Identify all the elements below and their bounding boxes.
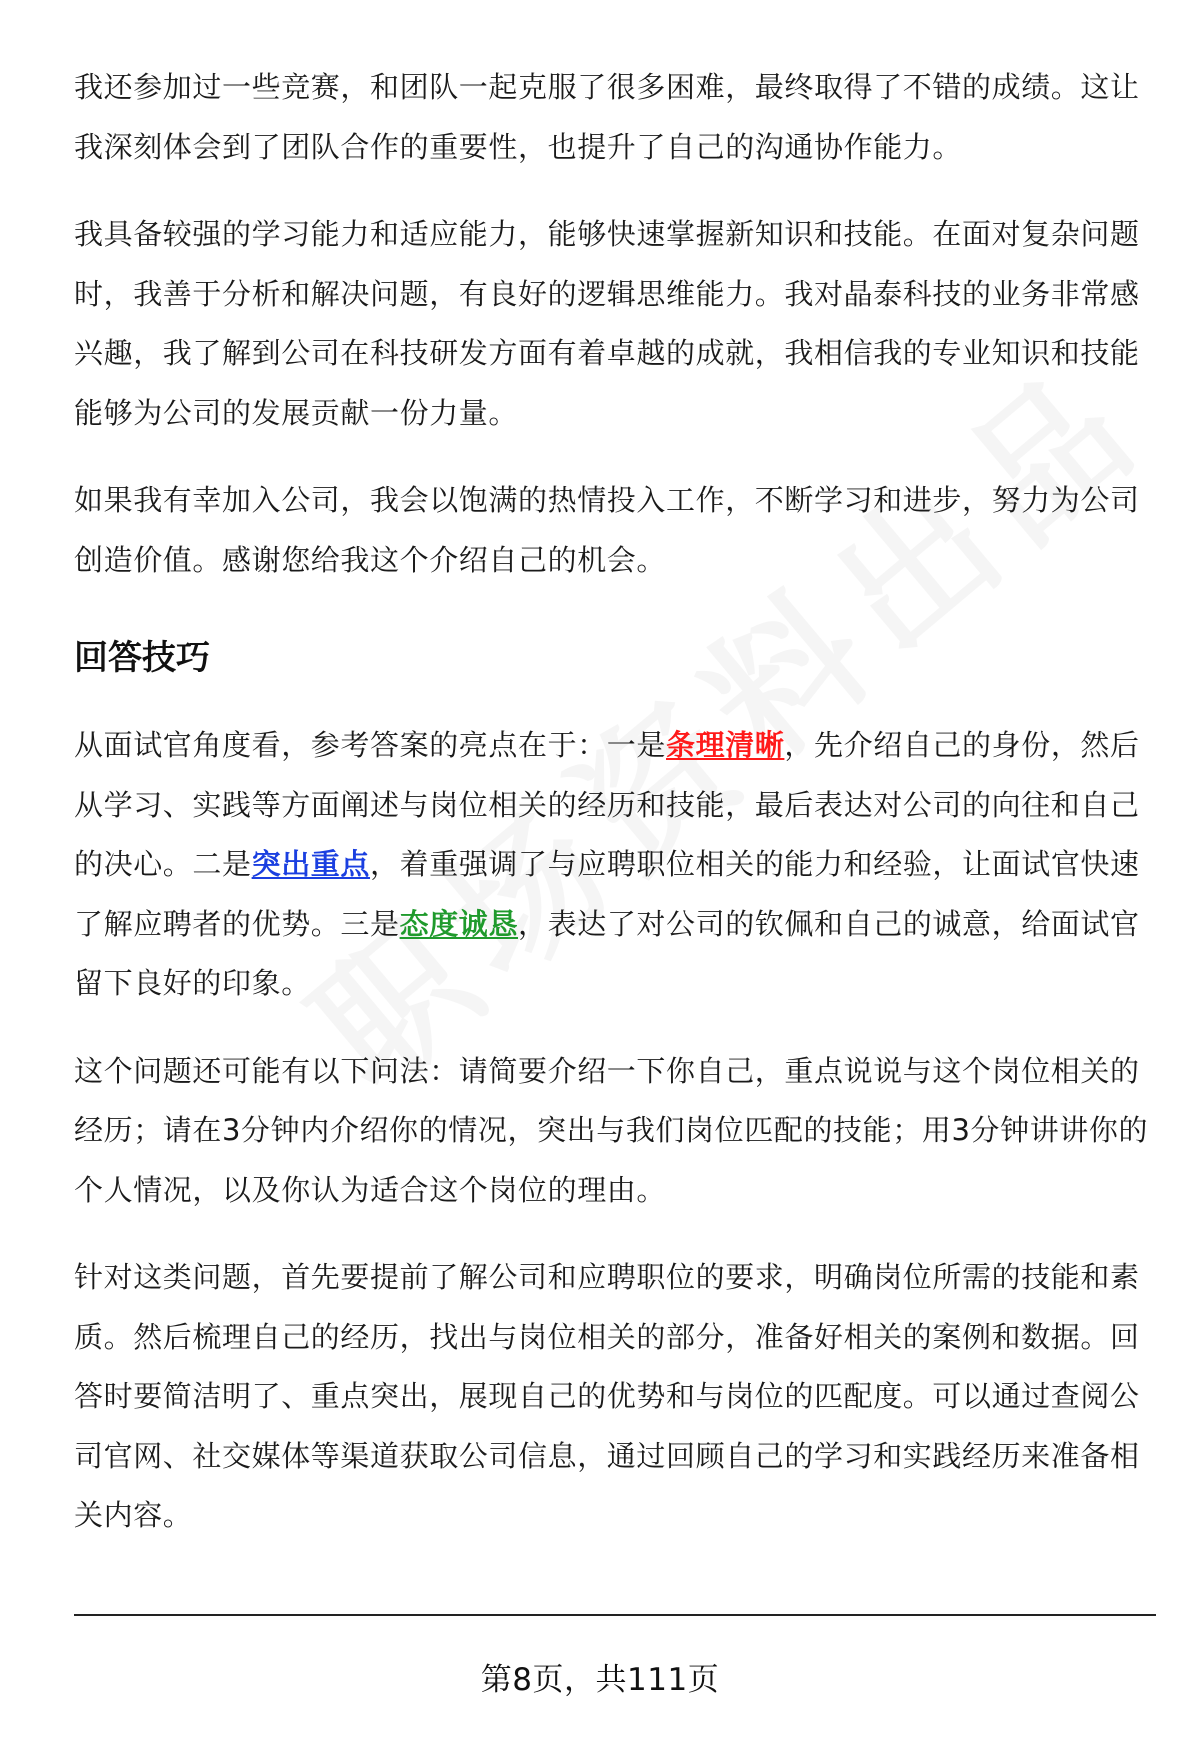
footer-divider (74, 1614, 1156, 1616)
tips-paragraph-variants: 这个问题还可能有以下问法：请简要介绍一下你自己，重点说说与这个岗位相关的经历；请在3分钟内介绍你的情况，突出与我们岗位匹配的技能；用3分钟讲讲你的个人情况，以及你认为适合这个岗位的理由。 (74, 1053, 1149, 1207)
highlight-organized: 条理清晰 (666, 728, 785, 762)
paragraph-competition: 我还参加过一些竞赛，和团队一起克服了很多困难，最终取得了不错的成绩。这让我深刻体会到了团队合作的重要性，也提升了自己的沟通协作能力。 (74, 70, 1140, 164)
tips-paragraph-highlights (74, 716, 1154, 1014)
highlight-focus: 突出重点 (251, 847, 371, 881)
document-page (74, 58, 1154, 1574)
tips-text-a: 从面试官角度看，参考答案的亮点在于：一是 (74, 728, 667, 762)
tips-text-c: ，着重强调了与应聘职位相关的能力和经验，让面试官快速了解应聘者的优势。三是 (74, 847, 1140, 941)
paragraph-closing: 如果我有幸加入公司，我会以饱满的热情投入工作，不断学习和进步，努力为公司创造价值。感谢您给我这个介绍自己的机会。 (74, 483, 1140, 577)
section-heading: 回答技巧 (74, 638, 210, 678)
tips-text-b: ，先介绍自己的身份，然后从学习、实践等方面阐述与岗位相关的经历和技能，最后表达对公司的向往和自己的决心。二是 (74, 728, 1140, 881)
page-number: 第8页，共111页 (480, 1662, 720, 1698)
paragraph-abilities: 我具备较强的学习能力和适应能力，能够快速掌握新知识和技能。在面对复杂问题时，我善于分析和解决问题，有良好的逻辑思维能力。我对晶泰科技的业务非常感兴趣，我了解到公司在科技研发方面有着卓越的成就，我相信我的专业知识和技能能够为公司的发展贡献一份力量。 (74, 217, 1140, 430)
tips-text-d: ，表达了对公司的钦佩和自己的诚意，给面试官留下良好的印象。 (74, 906, 1140, 1000)
tips-paragraph-strategy: 针对这类问题，首先要提前了解公司和应聘职位的要求，明确岗位所需的技能和素质。然后梳理自己的经历，找出与岗位相关的部分，准备好相关的案例和数据。回答时要简洁明了、重点突出，展现自己的优势和与岗位的匹配度。可以通过查阅公司官网、社交媒体等渠道获取公司信息，通过回顾自己的学习和实践经历来准备相关内容。 (74, 1260, 1140, 1532)
highlight-sincere: 态度诚恳 (399, 906, 519, 941)
